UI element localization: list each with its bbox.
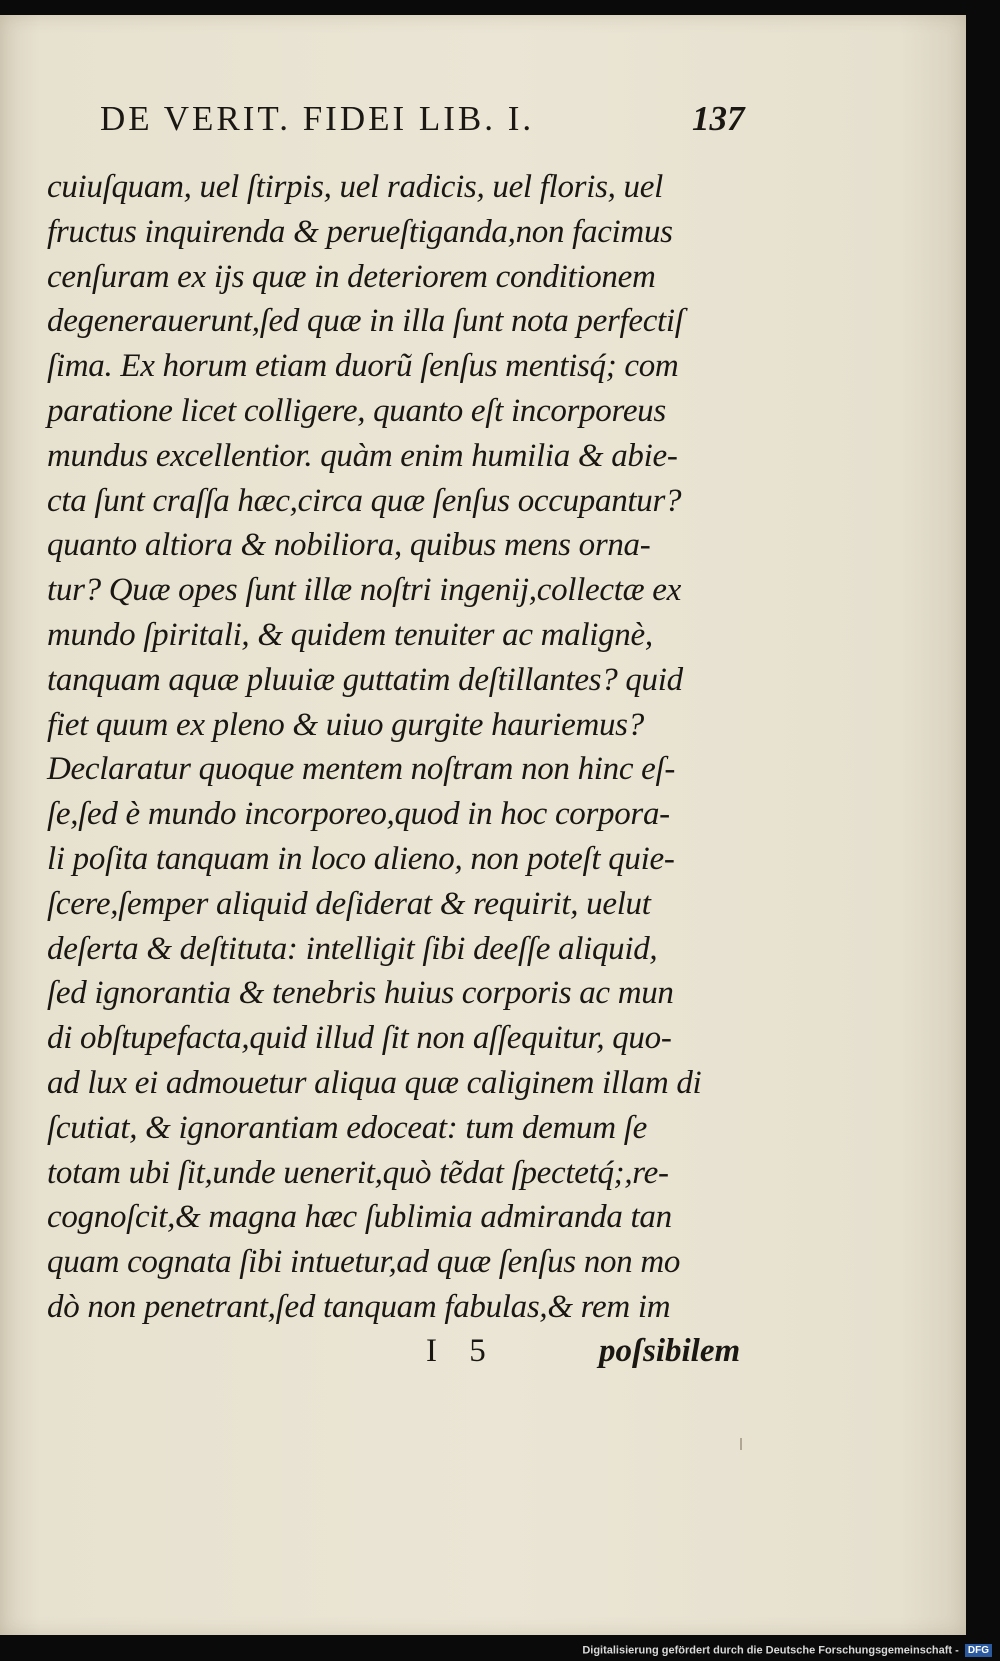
text-line: ſed ignorantia & tenebris huius corporis ac mun bbox=[47, 975, 674, 1012]
catchword: poſsibilem bbox=[599, 1333, 741, 1369]
text-line: ſcere,ſemper aliquid deſiderat & requirit, uelut bbox=[47, 885, 651, 922]
text-line: cognoſcit,& magna hæc ſublimia admiranda tan bbox=[47, 1199, 672, 1236]
text-line: dò non penetrant,ſed tanquam fabulas,& rem im bbox=[47, 1288, 671, 1325]
running-title: DE VERIT. FIDEI LIB. I. bbox=[100, 99, 535, 138]
dfg-logo-icon: DFG bbox=[965, 1644, 992, 1657]
page-number: 137 bbox=[692, 99, 745, 138]
credit-text: Digitalisierung gefördert durch die Deutsche Forschungsgemeinschaft - bbox=[582, 1644, 959, 1657]
text-line: cuiuſquam, uel ſtirpis, uel radicis, uel floris, uel bbox=[47, 169, 663, 205]
text-line: fiet quum ex pleno & uiuo gurgite hauriemus? bbox=[47, 706, 644, 743]
text-line: ad lux ei admouetur aliqua quæ caliginem illam di bbox=[47, 1064, 702, 1101]
ink-smudge bbox=[740, 1438, 742, 1450]
page-footer bbox=[420, 1333, 760, 1377]
text-line: ſcutiat, & ignorantiam edoceat: tum demum ſe bbox=[47, 1109, 647, 1146]
text-line: mundus excellentior. quàm enim humilia & abie- bbox=[47, 437, 678, 474]
text-line: ſe,ſed è mundo incorporeo,quod in hoc corpora- bbox=[47, 796, 670, 833]
text-line: quanto altiora & nobiliora, quibus mens orna- bbox=[47, 527, 651, 564]
text-line: quam cognata ſibi intuetur,ad quæ ſenſus non mo bbox=[47, 1244, 681, 1281]
text-line: ſima. Ex horum etiam duorũ ſenſus mentisq́; com bbox=[47, 348, 679, 385]
text-line: cta ſunt craſſa hæc,circa quæ ſenſus occupantur? bbox=[47, 482, 682, 519]
text-line: paratione licet colligere, quanto eſt incorporeus bbox=[47, 392, 666, 429]
text-line: di obſtupefacta,quid illud ſit non aſſequitur, quo- bbox=[47, 1020, 672, 1057]
text-line: tanquam aquæ pluuiæ guttatim deſtillantes? quid bbox=[47, 661, 683, 698]
text-line: degenerauerunt,ſed quæ in illa ſunt nota perfectiſ bbox=[47, 303, 684, 340]
book-page bbox=[0, 15, 966, 1635]
body-text bbox=[47, 165, 757, 1330]
text-line: deſerta & deſtituta: intelligit ſibi deeſſe aliquid, bbox=[47, 930, 658, 967]
text-line: cenſuram ex ijs quæ in deteriorem conditionem bbox=[47, 258, 656, 295]
running-head bbox=[100, 99, 750, 149]
text-line: fructus inquirenda & perueſtiganda,non facimus bbox=[47, 213, 673, 250]
text-line: totam ubi ſit,unde uenerit,quò tẽdat ſpectetq́;,re- bbox=[47, 1154, 669, 1191]
digitization-credit bbox=[582, 1644, 992, 1657]
text-line: Declaratur quoque mentem noſtram non hinc eſ- bbox=[47, 751, 676, 788]
signature-mark: I 5 bbox=[426, 1333, 498, 1369]
text-line: tur? Quæ opes ſunt illæ noſtri ingenij,collectæ ex bbox=[47, 572, 681, 609]
text-line: li poſita tanquam in loco alieno, non poteſt quie- bbox=[47, 840, 675, 877]
text-line: mundo ſpiritali, & quidem tenuiter ac malignè, bbox=[47, 616, 653, 653]
